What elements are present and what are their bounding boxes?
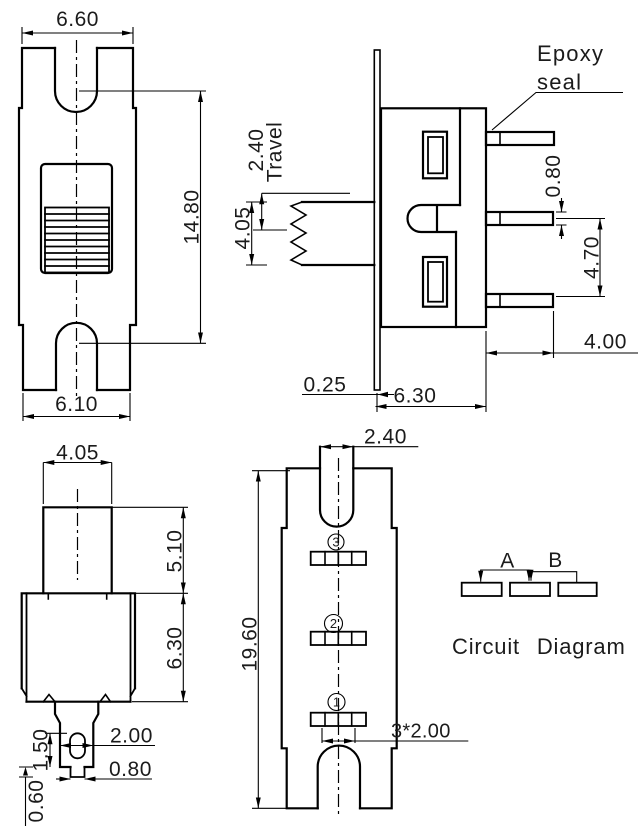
terminal-3-number: 3 [332, 534, 340, 550]
dim-bottom-overall-length-label: 19.60 [238, 616, 262, 672]
end-view [19, 442, 188, 827]
dim-side-body-depth [376, 385, 487, 413]
side-knob-edges [302, 202, 374, 265]
terminal-2-number: 2 [329, 616, 338, 631]
dim-front-slot-span-label: 14.80 [180, 189, 204, 245]
dim-end-knob-height [112, 507, 188, 593]
dim-side-pin-length [486, 311, 638, 412]
dim-end-neck-width-label: 2.00 [110, 724, 153, 748]
dim-end-knob-height-label: 5.10 [163, 529, 187, 573]
dim-side-pin-thickness-label: 0.80 [542, 154, 565, 198]
dim-end-knob-width-label: 4.05 [56, 441, 99, 465]
dim-side-travel-label: Travel [263, 121, 287, 183]
callout-epoxy-seal [492, 41, 623, 130]
epoxy-seal-label-line1: Epoxy [537, 41, 605, 66]
end-bracket-notches [43, 593, 110, 701]
side-mounting-flange [374, 50, 380, 390]
side-pin-middle [486, 212, 553, 225]
dim-side-pin-length-label: 4.00 [584, 330, 627, 354]
dim-end-pin-hole-length [30, 729, 68, 772]
side-window-upper [423, 132, 447, 179]
end-pin-tip [71, 767, 85, 777]
dim-side-pin-span-label: 4.70 [580, 236, 604, 279]
dim-front-bottom-width [23, 393, 130, 421]
dim-side-pin-span [556, 219, 605, 297]
dim-side-travel-value: 2.40 [245, 128, 268, 172]
bottom-knob-tongue [320, 447, 353, 527]
side-body-inner-edges [456, 108, 460, 327]
dim-side-knob-height-label: 4.05 [231, 206, 255, 250]
end-bracket-sides [22, 593, 135, 701]
front-body-outline [19, 48, 136, 390]
bottom-terminal-3 [311, 534, 366, 565]
circuit-terminal-1-box [462, 583, 502, 596]
dim-bottom-pin-pitch-label: 3*2.00 [391, 720, 451, 743]
side-pin-top [486, 132, 554, 145]
epoxy-seal-label-line2: seal [537, 69, 583, 95]
circuit-pole-b-link [531, 572, 577, 583]
dim-bottom-tongue-width-label: 2.40 [364, 425, 407, 449]
dim-end-pin-tip-length-label: 0.60 [25, 779, 48, 823]
bottom-body-outline [282, 468, 397, 808]
dim-side-flange-thickness-label: 0.25 [303, 373, 347, 397]
end-body-outline [22, 593, 135, 701]
side-body-outline [381, 108, 486, 327]
bottom-view [239, 426, 469, 819]
end-terminal-neck [55, 702, 98, 767]
circuit-terminal-3-box [558, 583, 596, 596]
dim-front-top-width-label: 6.60 [56, 8, 99, 31]
circuit-pole-a-label: A [500, 549, 515, 573]
dim-side-pin-thickness [542, 155, 567, 239]
terminal-1-number: 1 [332, 694, 341, 710]
dim-end-body-height-label: 6.30 [163, 626, 187, 670]
circuit-diagram [452, 549, 626, 659]
dim-end-pin-tip-length [19, 767, 48, 826]
dim-end-neck-width [60, 725, 155, 748]
dim-side-travel [245, 122, 350, 230]
side-window-lower [423, 257, 447, 307]
bottom-terminal-1 [311, 694, 366, 727]
dim-bottom-tongue-width [320, 426, 418, 449]
circuit-terminal-2-box [510, 583, 550, 596]
dim-bottom-pin-pitch [322, 721, 468, 744]
dim-front-slot-span [79, 91, 206, 343]
circuit-diagram-caption: Circuit Diagram [452, 634, 626, 659]
dim-end-body-height [132, 593, 188, 701]
front-view [19, 8, 206, 421]
side-view [232, 41, 639, 412]
circuit-pole-b-label: B [548, 549, 563, 572]
dim-end-pin-hole-length-label: 1.50 [29, 728, 53, 772]
side-pin-bottom [486, 294, 553, 307]
side-knob-serration-zigzag [291, 202, 306, 265]
dim-front-top-width [22, 8, 133, 44]
side-contact-tab [408, 205, 460, 232]
dim-front-bottom-width-label: 6.10 [55, 393, 98, 416]
dim-end-pin-width-label: 0.80 [109, 758, 152, 781]
epoxy-seal-leader-line [492, 93, 623, 131]
dim-side-body-depth-label: 6.30 [393, 384, 437, 408]
